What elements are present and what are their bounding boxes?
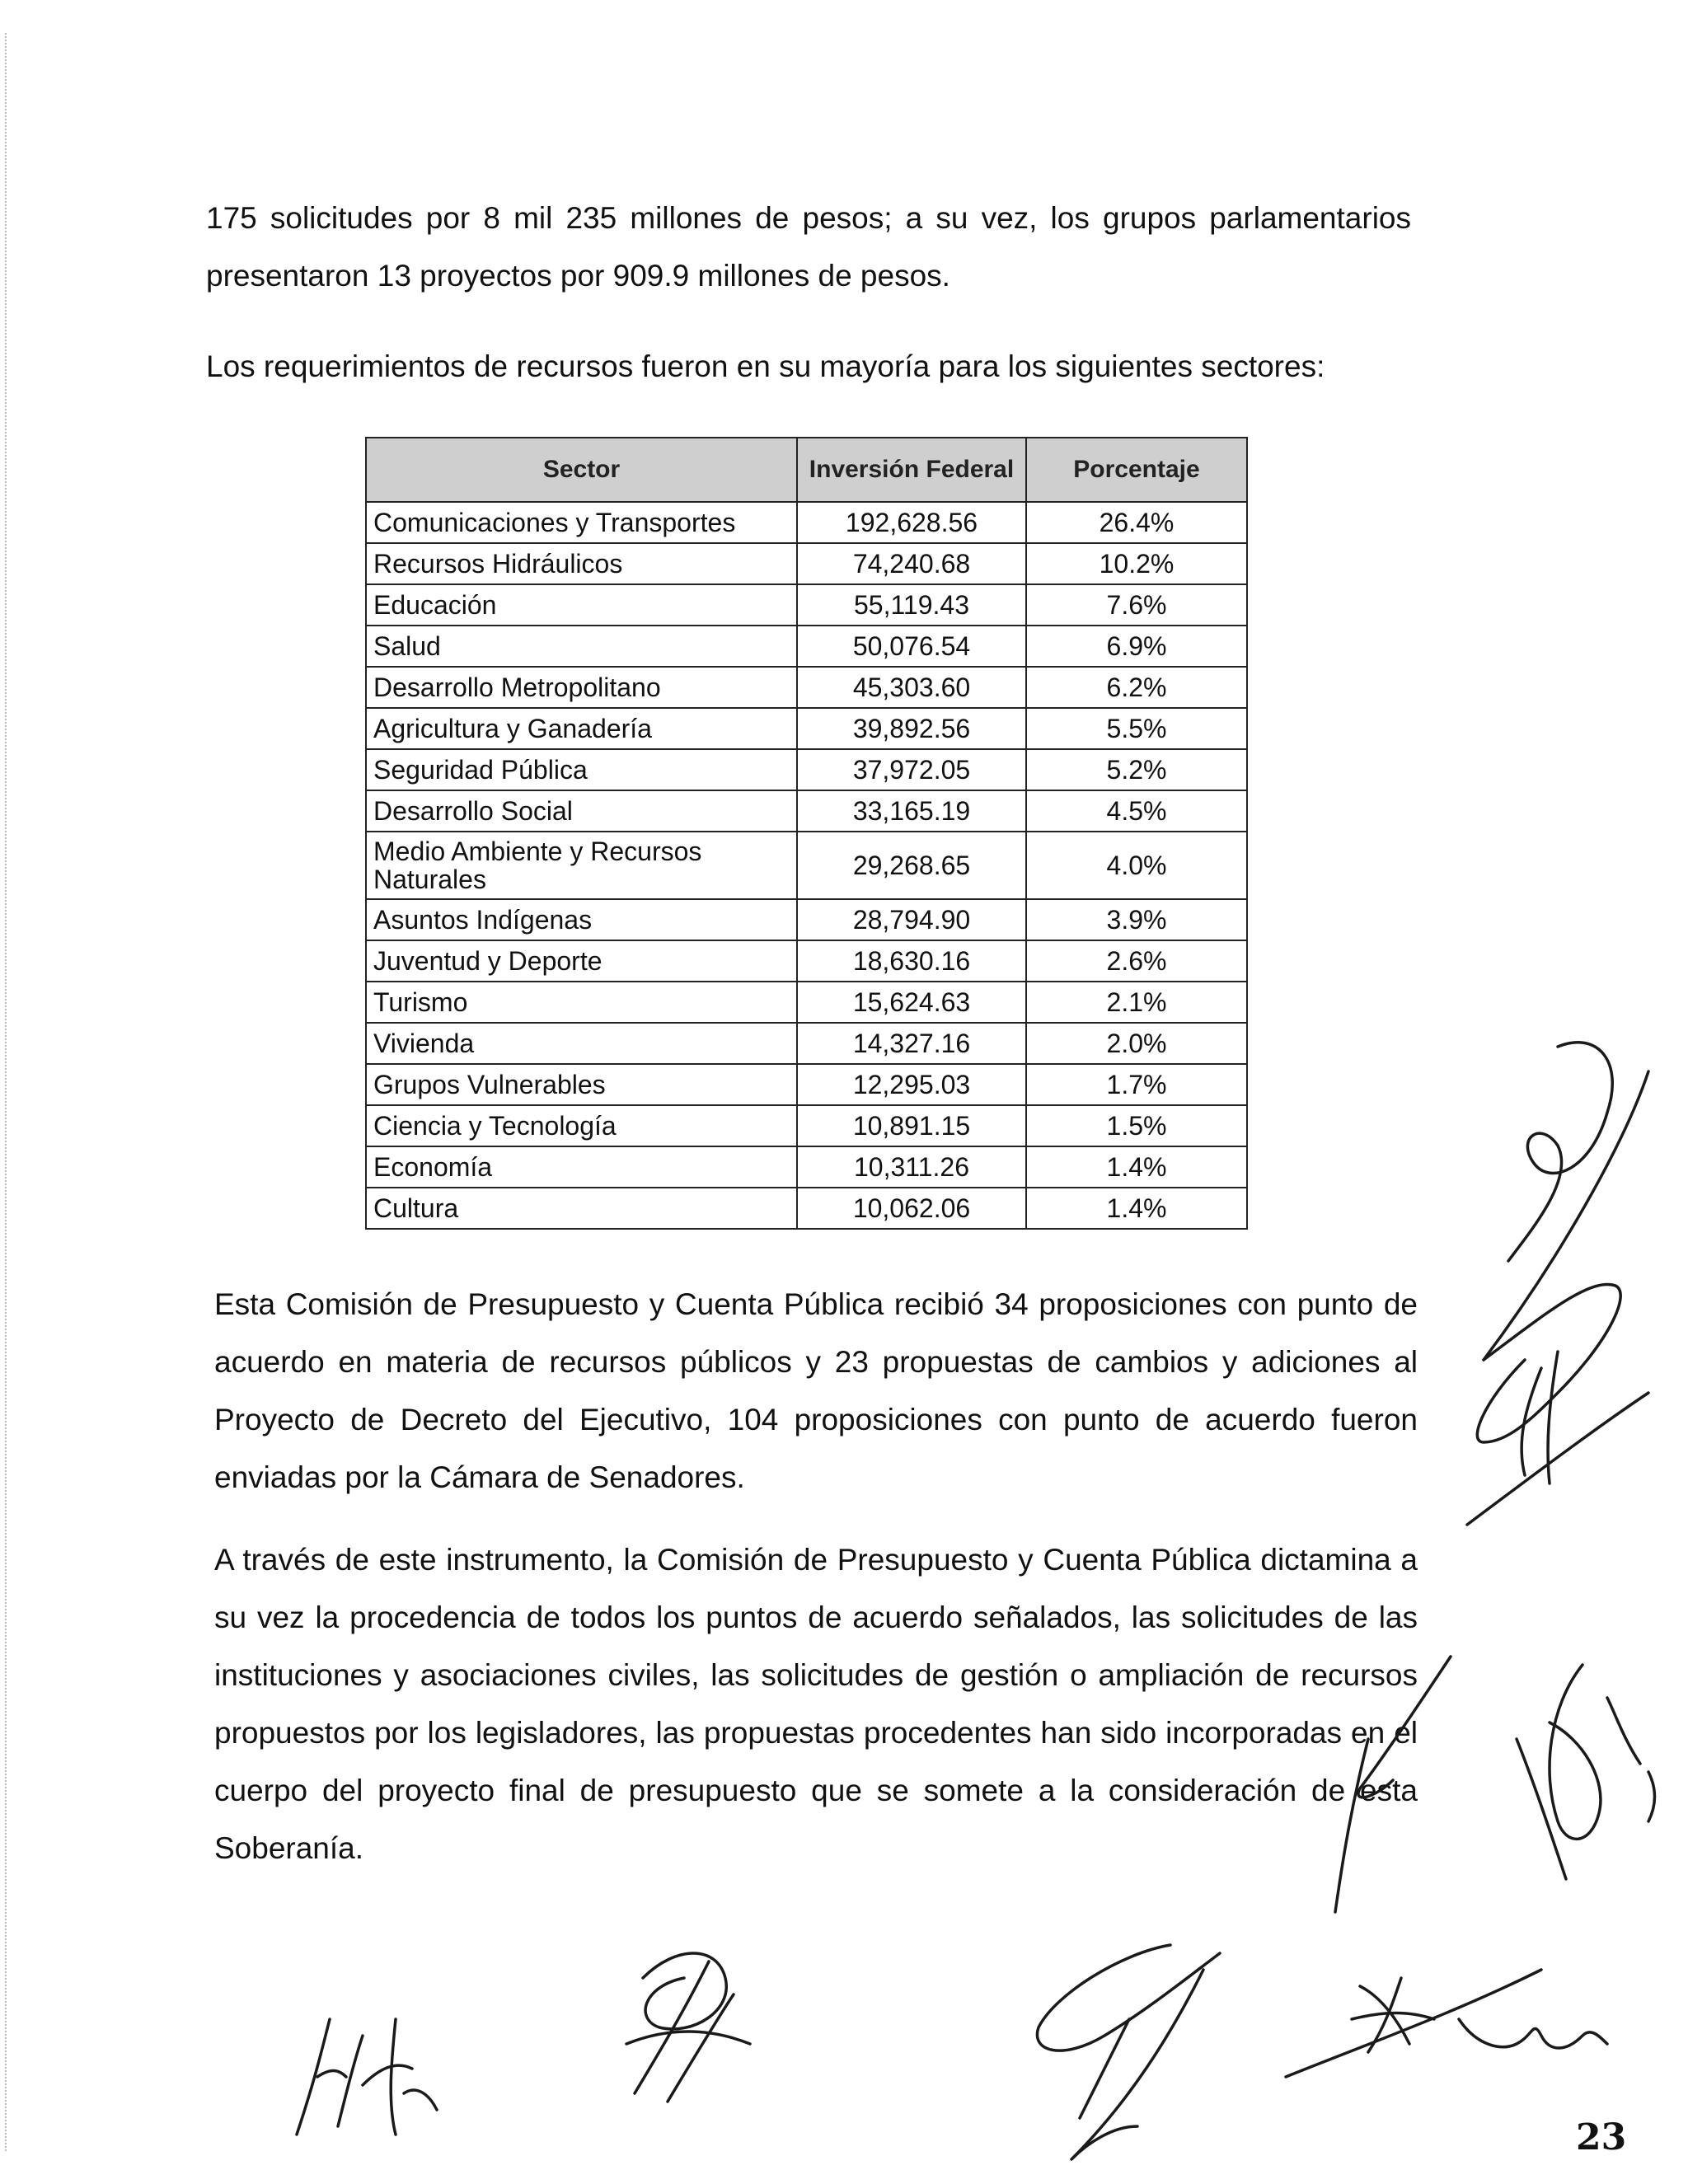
scan-margin-line <box>5 33 7 2151</box>
cell-porcentaje: 6.2% <box>1026 667 1247 708</box>
table-row <box>366 982 1247 1023</box>
cell-porcentaje: 10.2% <box>1026 543 1247 584</box>
cell-sector: Juventud y Deporte <box>366 940 797 982</box>
table-row <box>366 626 1247 667</box>
table-row <box>366 832 1247 899</box>
table-row <box>366 1023 1247 1064</box>
cell-sector: Educación <box>366 584 797 626</box>
table-header-row <box>366 438 1247 502</box>
table-row <box>366 667 1247 708</box>
table-row <box>366 940 1247 982</box>
signature-bottom-2 <box>593 1929 775 2126</box>
paragraph-instrumento: A través de este instrumento, la Comisión de Presupuesto y Cuenta Pública dictamina a su vez la procedencia de todos los puntos de acuerdo señalados, las solicitudes de las instituciones y asociaciones civiles, las solicitudes de gestión o ampliación de recursos propuestos por los legisladores, las propuestas procedentes han sido incorporadas en el cuerpo del proyecto final de presupuesto que se somete a la consideración de esta Soberanía. <box>214 1543 1418 1865</box>
page-number: 23 <box>1576 2116 1627 2158</box>
table-row <box>366 584 1247 626</box>
signature-right-lower <box>1269 1640 1681 1937</box>
cell-porcentaje: 4.0% <box>1026 832 1247 899</box>
table-row <box>366 543 1247 584</box>
header-sector: Sector <box>366 438 797 502</box>
cell-inversion: 45,303.60 <box>797 667 1026 708</box>
cell-sector: Desarrollo Metropolitano <box>366 667 797 708</box>
cell-porcentaje: 1.4% <box>1026 1188 1247 1229</box>
header-inversion: Inversión Federal <box>797 438 1026 502</box>
signature-bottom-1 <box>272 1986 462 2151</box>
cell-porcentaje: 3.9% <box>1026 899 1247 940</box>
cell-sector: Comunicaciones y Transportes <box>366 502 797 543</box>
cell-inversion: 10,311.26 <box>797 1146 1026 1188</box>
cell-sector: Seguridad Pública <box>366 749 797 790</box>
paragraph-requerimientos: Los requerimientos de recursos fueron en su mayoría para los siguientes sectores: <box>206 349 1325 383</box>
cell-porcentaje: 26.4% <box>1026 502 1247 543</box>
cell-inversion: 28,794.90 <box>797 899 1026 940</box>
cell-inversion: 50,076.54 <box>797 626 1026 667</box>
cell-sector: Ciencia y Tecnología <box>366 1105 797 1146</box>
cell-inversion: 39,892.56 <box>797 708 1026 749</box>
table-row <box>366 1105 1247 1146</box>
sector-investment-table <box>365 437 1248 1230</box>
cell-sector: Cultura <box>366 1188 797 1229</box>
cell-porcentaje: 2.6% <box>1026 940 1247 982</box>
cell-inversion: 14,327.16 <box>797 1023 1026 1064</box>
cell-porcentaje: 1.5% <box>1026 1105 1247 1146</box>
cell-porcentaje: 7.6% <box>1026 584 1247 626</box>
cell-porcentaje: 4.5% <box>1026 790 1247 832</box>
signature-bottom-4 <box>1269 1920 1632 2085</box>
cell-sector: Medio Ambiente y Recursos Naturales <box>366 832 797 899</box>
cell-inversion: 15,624.63 <box>797 982 1026 1023</box>
cell-inversion: 192,628.56 <box>797 502 1026 543</box>
cell-sector: Turismo <box>366 982 797 1023</box>
cell-inversion: 10,062.06 <box>797 1188 1026 1229</box>
cell-sector: Agricultura y Ganadería <box>366 708 797 749</box>
cell-porcentaje: 2.0% <box>1026 1023 1247 1064</box>
cell-inversion: 18,630.16 <box>797 940 1026 982</box>
table-row <box>366 749 1247 790</box>
cell-sector: Asuntos Indígenas <box>366 899 797 940</box>
paragraph-solicitudes: 175 solicitudes por 8 mil 235 millones de pesos; a su vez, los grupos parlamentarios presentaron 13 proyectos por 909.9 millones de pesos. <box>206 201 1411 293</box>
table-row <box>366 708 1247 749</box>
table-row <box>366 502 1247 543</box>
cell-porcentaje: 1.7% <box>1026 1064 1247 1105</box>
table-body <box>366 502 1247 1229</box>
header-porcentaje: Porcentaje <box>1026 438 1247 502</box>
cell-sector: Economía <box>366 1146 797 1188</box>
cell-sector: Vivienda <box>366 1023 797 1064</box>
table-row <box>366 899 1247 940</box>
cell-porcentaje: 5.2% <box>1026 749 1247 790</box>
cell-porcentaje: 2.1% <box>1026 982 1247 1023</box>
table-row <box>366 790 1247 832</box>
cell-porcentaje: 1.4% <box>1026 1146 1247 1188</box>
table-row <box>366 1188 1247 1229</box>
paragraph-comision: Esta Comisión de Presupuesto y Cuenta Pública recibió 34 proposiciones con punto de acuerdo en materia de recursos públicos y 23 propuestas de cambios y adiciones al Proyecto de Decreto del Ejecutivo, 104 proposiciones con punto de acuerdo fueron enviadas por la Cámara de Senadores. <box>214 1287 1418 1494</box>
cell-sector: Recursos Hidráulicos <box>366 543 797 584</box>
cell-inversion: 33,165.19 <box>797 790 1026 832</box>
cell-sector: Desarrollo Social <box>366 790 797 832</box>
cell-inversion: 37,972.05 <box>797 749 1026 790</box>
table-row <box>366 1064 1247 1105</box>
cell-inversion: 12,295.03 <box>797 1064 1026 1105</box>
cell-inversion: 10,891.15 <box>797 1105 1026 1146</box>
cell-sector: Salud <box>366 626 797 667</box>
cell-inversion: 55,119.43 <box>797 584 1026 626</box>
signature-right-upper <box>1434 1014 1681 1541</box>
table-row <box>366 1146 1247 1188</box>
cell-sector: Grupos Vulnerables <box>366 1064 797 1105</box>
cell-porcentaje: 5.5% <box>1026 708 1247 749</box>
signature-bottom-3 <box>1006 1920 1269 2168</box>
cell-porcentaje: 6.9% <box>1026 626 1247 667</box>
cell-inversion: 29,268.65 <box>797 832 1026 899</box>
cell-inversion: 74,240.68 <box>797 543 1026 584</box>
